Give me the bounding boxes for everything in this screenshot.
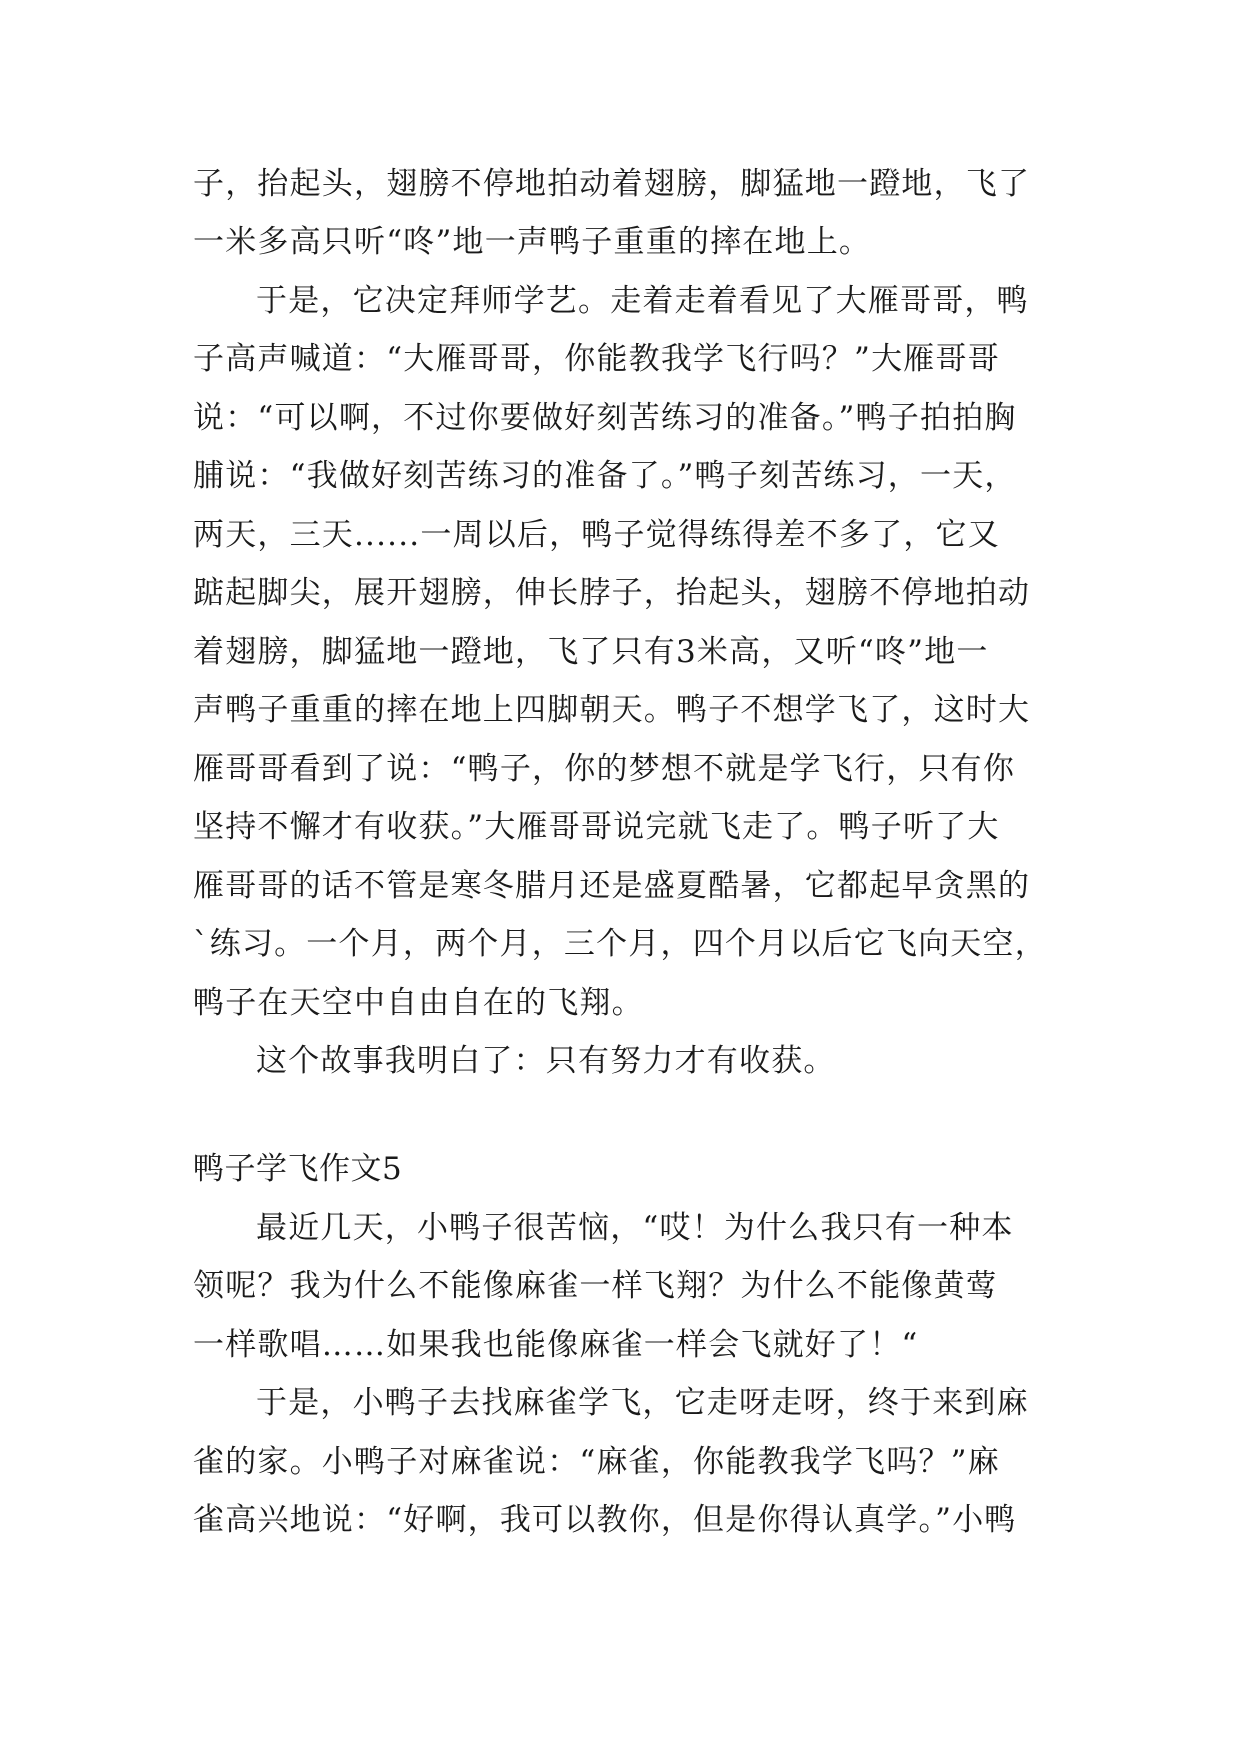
paragraph-start-line: 于是，它决定拜师学艺。走着走着看见了大雁哥哥，鸭 [256,283,1029,319]
paragraph-start-line: 最近几天，小鸭子很苦恼，“哎！为什么我只有一种本 [256,1210,1014,1246]
text-line: 声鸭子重重的摔在地上四脚朝天。鸭子不想学飞了，这时大 [193,692,1031,728]
paragraph-start-line: 于是，小鸭子去找麻雀学飞，它走呀走呀，终于来到麻 [256,1385,1029,1421]
text-line: 踮起脚尖，展开翅膀，伸长脖子，抬起头，翅膀不停地拍动 [193,575,1031,611]
text-line: 两天，三天......一周以后，鸭子觉得练得差不多了，它又 [193,517,1000,553]
text-line: 雀高兴地说：“好啊，我可以教你，但是你得认真学。”小鸭 [193,1502,1017,1538]
text-line: `练习。一个月，两个月，三个月，四个月以后它飞向天空， [193,926,1047,962]
text-line: 脯说：“我做好刻苦练习的准备了。”鸭子刻苦练习，一天， [193,458,1017,494]
text-line: 雁哥哥看到了说：“鸭子，你的梦想不就是学飞行，只有你 [193,751,1016,787]
text-line: 说：“可以啊，不过你要做好刻苦练习的准备。”鸭子拍拍胸 [193,400,1017,436]
section-heading: 鸭子学飞作文5 [193,1151,403,1187]
text-line: 一样歌唱……如果我也能像麻雀一样会飞就好了！“ [193,1327,919,1363]
text-line: 子，抬起头，翅膀不停地拍动着翅膀，脚猛地一蹬地，飞了 [193,166,1031,202]
text-line: 坚持不懈才有收获。”大雁哥哥说完就飞走了。鸭子听了大 [193,809,1000,845]
text-line: 领呢？我为什么不能像麻雀一样飞翔？为什么不能像黄莺 [193,1268,998,1304]
paragraph-start-line: 这个故事我明白了：只有努力才有收获。 [256,1043,836,1079]
text-line: 雁哥哥的话不管是寒冬腊月还是盛夏酷暑，它都起早贪黑的 [193,868,1031,904]
text-line: 一米多高只听“咚”地一声鸭子重重的摔在地上。 [193,224,872,260]
text-line: 子高声喊道：“大雁哥哥，你能教我学飞行吗？”大雁哥哥 [193,341,1000,377]
text-line: 鸭子在天空中自由自在的飞翔。 [193,985,644,1021]
text-line: 着翅膀，脚猛地一蹬地，飞了只有3米高，又听“咚”地一 [193,634,989,670]
text-line: 雀的家。小鸭子对麻雀说：“麻雀，你能教我学飞吗？”麻 [193,1444,1000,1480]
